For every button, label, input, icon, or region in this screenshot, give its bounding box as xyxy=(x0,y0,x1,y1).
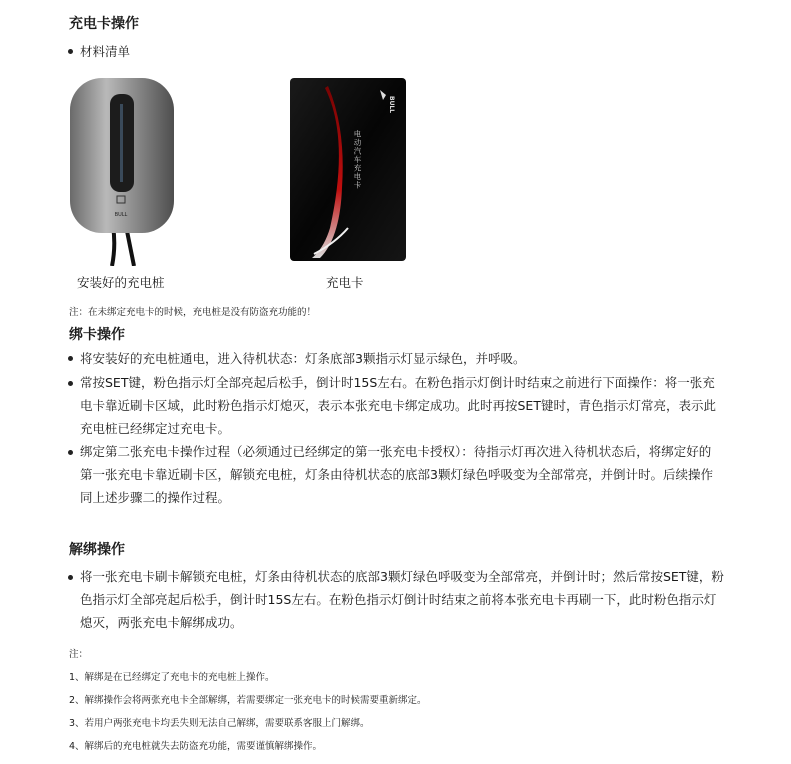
unbind-step-line-3: 熄灭，两张充电卡解绑成功。 xyxy=(80,615,243,630)
charger-image-caption: 安装好的充电桩 xyxy=(77,275,165,290)
bind-step-3-line-1: 绑定第二张充电卡操作过程（必须通过已经绑定的第一张充电卡授权）：待指示灯再次进入待机状态后，将绑定好的 xyxy=(80,444,712,459)
section-title-unbind: 解绑操作 xyxy=(69,542,125,558)
svg-text:BULL: BULL xyxy=(114,212,128,218)
card-image-caption: 充电卡 xyxy=(326,275,364,290)
bind-step-2-line-1: 常按SET键，粉色指示灯全部亮起后松手，倒计时15S左右。在粉色指示灯倒计时结束之前进行下面操作：将一张充 xyxy=(80,375,715,390)
bind-step-3-line-2: 第一张充电卡靠近刷卡区，解锁充电桩，灯条由待机状态的底部3颗灯绿色呼吸变为全部常亮，并倒计时。后续操作 xyxy=(80,467,713,482)
bind-step-3-line-3: 同上述步骤二的操作过程。 xyxy=(80,490,231,505)
charger-image xyxy=(68,76,178,266)
charging-card-image xyxy=(290,78,406,261)
unbind-note-4: 4、解绑后的充电桩就失去防盗充功能，需要谨慎解绑操作。 xyxy=(69,741,323,752)
bind-step-1: 将安装好的充电桩通电，进入待机状态：灯条底部3颗指示灯显示绿色，并呼吸。 xyxy=(80,351,526,366)
section-title-bind-card: 绑卡操作 xyxy=(69,327,125,343)
bullet-dot xyxy=(68,49,73,54)
section-title-card-operation: 充电卡操作 xyxy=(69,16,139,32)
unbind-note-2: 2、解绑操作会将两张充电卡全部解绑，若需要绑定一张充电卡的时候需要重新绑定。 xyxy=(69,695,427,706)
bullet-dot xyxy=(68,381,73,386)
bullet-dot xyxy=(68,450,73,455)
unbind-step-line-2: 色指示灯全部亮起后松手，倒计时15S左右。在粉色指示灯倒计时结束之前将本张充电卡再刷一下，此时粉色指示灯 xyxy=(80,592,717,607)
unbind-step xyxy=(80,565,760,634)
bind-step-3 xyxy=(80,440,760,509)
bind-step-2-line-3: 充电桩已经绑定过充电卡。 xyxy=(80,421,231,436)
card-brand-logo-text: BULL xyxy=(388,96,395,114)
bind-step-2-line-2: 电卡靠近刷卡区域，此时粉色指示灯熄灭，表示本张充电卡绑定成功。此时再按SET键时，青色指示灯常亮，表示此 xyxy=(80,398,716,413)
materials-list-label: 材料清单 xyxy=(80,44,131,59)
unbound-note: 注：在未绑定充电卡的时候，充电桩是没有防盗充功能的！ xyxy=(69,307,317,318)
unbind-step-line-1: 将一张充电卡刷卡解锁充电桩，灯条由待机状态的底部3颗灯绿色呼吸变为全部常亮，并倒计时；然后常按SET键，粉 xyxy=(80,569,724,584)
bind-step-2 xyxy=(80,371,760,440)
bullet-dot xyxy=(68,356,73,361)
bullet-dot xyxy=(68,575,73,580)
card-title-text: 电动汽车充电卡 xyxy=(353,130,362,190)
unbind-note-label: 注： xyxy=(69,649,89,660)
unbind-note-1: 1、解绑是在已经绑定了充电卡的充电桩上操作。 xyxy=(69,672,275,683)
unbind-note-3: 3、若用户两张充电卡均丢失则无法自己解绑，需要联系客服上门解绑。 xyxy=(69,718,370,729)
